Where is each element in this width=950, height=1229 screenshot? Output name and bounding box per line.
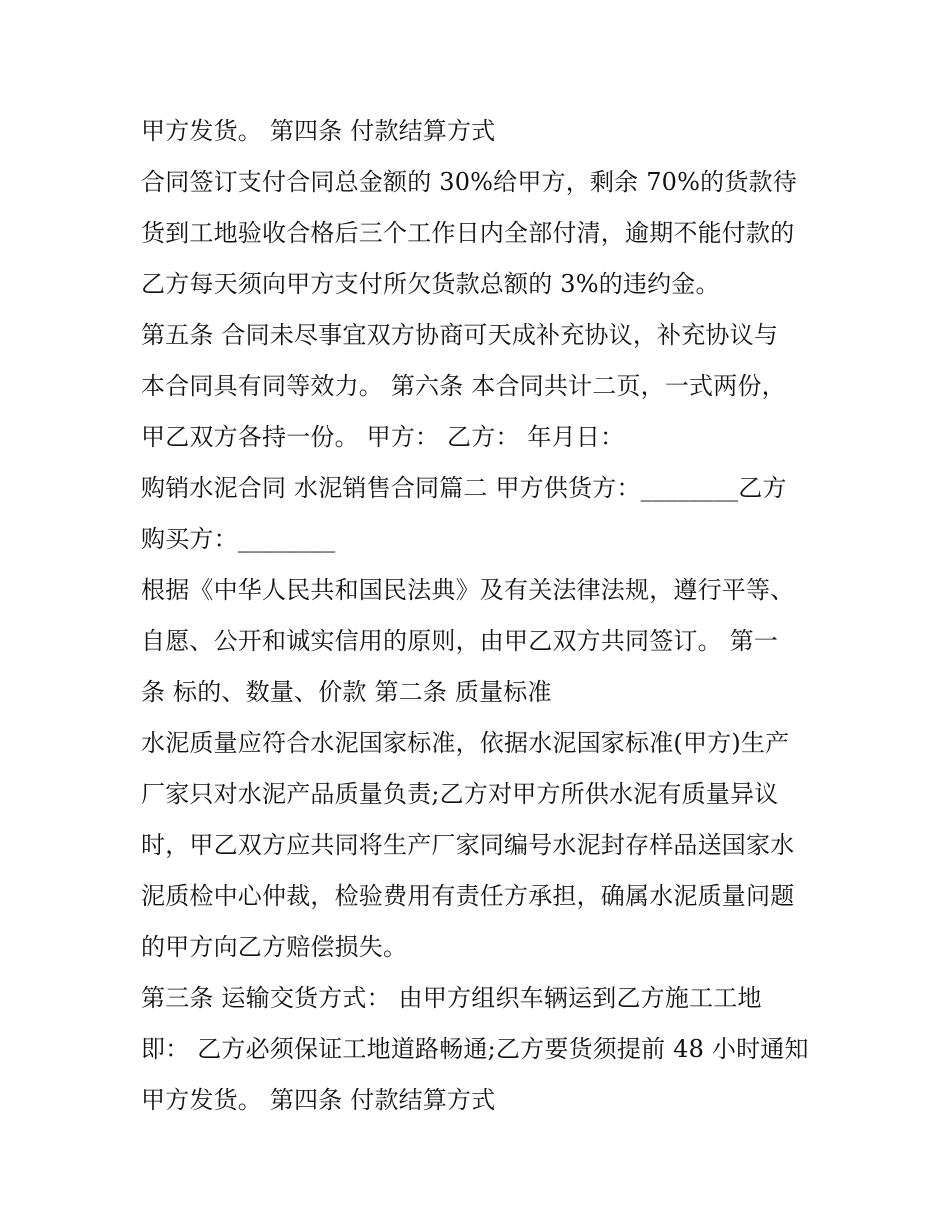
text-line: 泥质检中心仲裁，检验费用有责任方承担，确属水泥质量问题 [141,882,795,910]
text-line: 水泥质量应符合水泥国家标准，依据水泥国家标准(甲方)生产 [141,729,790,757]
text-line: 根据《中华人民共和国民法典》及有关法律法规，遵行平等、 [141,576,795,604]
text-line: 第五条 合同未尽事宜双方协商可天成补充协议，补充协议与 [141,321,779,349]
text-line: 自愿、公开和诚实信用的原则，由甲乙双方共同签订。 第一 [141,627,779,655]
text-line: 购买方：________ [141,525,336,553]
text-line: 的甲方向乙方赔偿损失。 [141,933,408,961]
text-line: 条 标的、数量、价款 第二条 质量标准 [141,678,552,706]
text-line: 购销水泥合同 水泥销售合同篇二 甲方供货方：________乙方 [141,474,787,502]
text-line: 货到工地验收合格后三个工作日内全部付清，逾期不能付款的 [141,219,795,247]
text-line: 甲方发货。 第四条 付款结算方式 [141,1086,496,1114]
text-line: 厂家只对水泥产品质量负责;乙方对甲方所供水泥有质量异议 [141,780,779,808]
text-line: 乙方每天须向甲方支付所欠货款总额的 3%的违约金。 [141,270,720,298]
text-line: 甲方发货。 第四条 付款结算方式 [141,117,496,145]
text-line: 第三条 运输交货方式： 由甲方组织车辆运到乙方施工工地 [141,984,762,1012]
document-body [141,106,821,1126]
text-line: 本合同具有同等效力。 第六条 本合同共计二页，一式两份， [141,372,786,400]
text-line: 甲乙双方各持一份。 甲方： 乙方： 年月日： [141,423,625,451]
text-line: 合同签订支付合同总金额的 30%给甲方，剩余 70%的货款待 [141,168,797,196]
text-line: 即： 乙方必须保证工地道路畅通;乙方要货须提前 48 小时通知 [141,1035,809,1063]
text-line: 时，甲乙双方应共同将生产厂家同编号水泥封存样品送国家水 [141,831,795,859]
